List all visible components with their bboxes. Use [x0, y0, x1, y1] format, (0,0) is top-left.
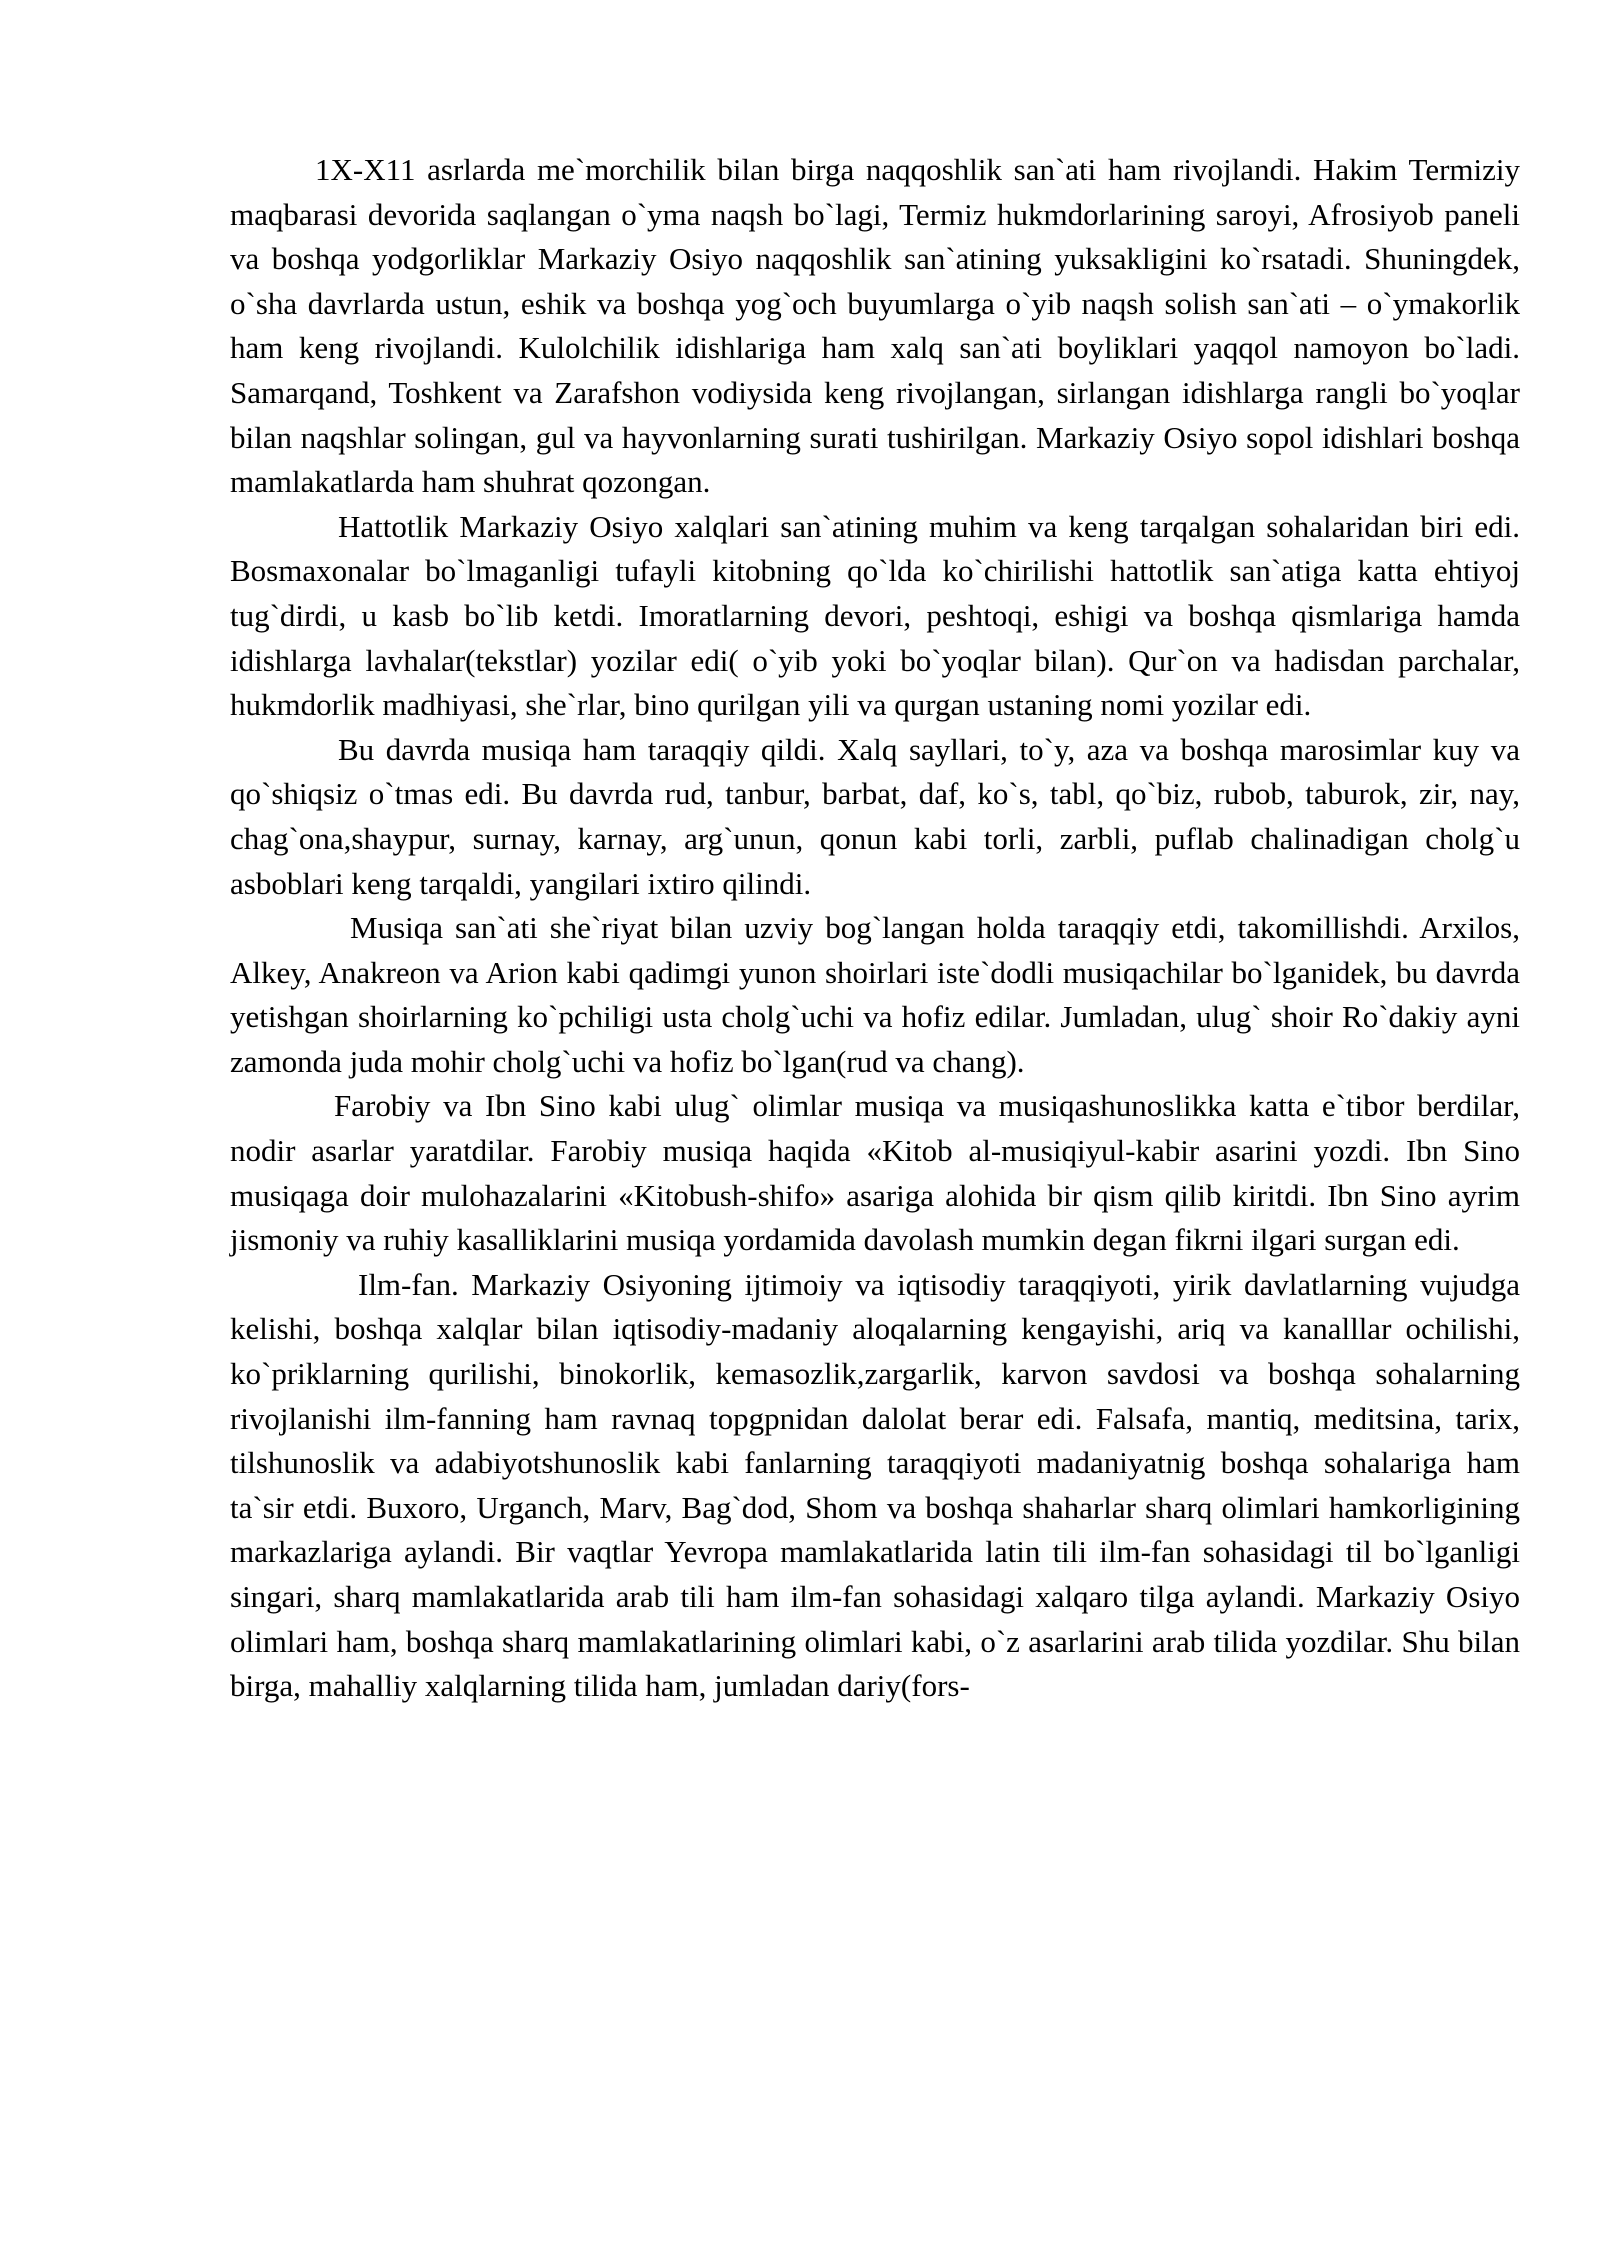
paragraph-farobiy-ibn-sino: Farobiy va Ibn Sino kabi ulug` olimlar musiqa va musiqashunoslikka katta e`tibor berdilar, nodir asarlar yaratdilar. Farobiy musiqa haqida «Kitob al-musiqiyul-kabir asarini yozdi. Ibn Sino musiqaga doir mulohazalarini «Kitobush-shifo» asariga alohida bir qism qilib kiritdi. Ibn Sino ayrim jismoniy va ruhiy kasalliklarini musiqa yordamida davolash mumkin degan fikrni ilgari surgan edi.	[230, 1088, 1520, 1258]
paragraph-hattotlik: Hattotlik Markaziy Osiyo xalqlari san`atining muhim va keng tarqalgan sohalaridan biri edi. Bosmaxonalar bo`lmaganligi tufayli kitobning qo`lda ko`chirilishi hattotlik san`atiga katta ehtiyoj tug`dirdi, u kasb bo`lib ketdi. Imoratlarning devori, peshtoqi, eshigi va boshqa qismlariga hamda idishlarga lavhalar(tekstlar) yozilar edi( o`yib yoki bo`yoqlar bilan). Qur`on va hadisdan parchalar, hukmdorlik madhiyasi, she`rlar, bino qurilgan yili va qurgan ustaning nomi yozilar edi.	[230, 508, 1520, 723]
paragraph-ilm-fan: Ilm-fan. Markaziy Osiyoning ijtimoiy va iqtisodiy taraqqiyoti, yirik davlatlarning vujudga kelishi, boshqa xalqlar bilan iqtisodiy-madaniy aloqalarning kengayishi, ariq va kanalllar ochilishi, ko`priklarning qurilishi, binokorlik, kemasozlik,zargarlik, karvon savdosi va boshqa sohalarning rivojlanishi ilm-fanning ham ravnaq topgpnidan dalolat berar edi. Falsafa, mantiq, meditsina, tarix, tilshunoslik va adabiyotshunoslik kabi fanlarning taraqqiyoti madaniyatnig boshqa sohalariga ham ta`sir etdi. Buxoro, Urganch, Marv, Bag`dod, Shom va boshqa shaharlar sharq olimlari hamkorligining markazlariga aylandi. Bir vaqtlar Yevropa mamlakatlarida latin tili ilm-fan sohasidagi til bo`lganligi singari, sharq mamlakatlarida arab tili ham ilm-fan sohasidagi xalqaro tilga aylandi. Markaziy Osiyo olimlari ham, boshqa sharq mamlakatlarining olimlari kabi, o`z asarlarini arab tilida yozdilar. Shu bilan birga, mahalliy xalqlarning tilida ham, jumladan dariy(fors-	[230, 1266, 1520, 1704]
document-body	[230, 148, 1520, 1709]
paragraph-musiqa: Bu davrda musiqa ham taraqqiy qildi. Xalq sayllari, to`y, aza va boshqa marosimlar kuy va qo`shiqsiz o`tmas edi. Bu davrda rud, tanbur, barbat, daf, ko`s, tabl, qo`biz, rubob, taburok, zir, nay, chag`ona,shaypur, surnay, karnay, arg`unun, qonun kabi torli, zarbli, puflab chalinadigan cholg`u asboblari keng tarqaldi, yangilari ixtiro qilindi.	[230, 731, 1520, 901]
paragraph-naqqoshlik: 1X-X11 asrlarda me`morchilik bilan birga naqqoshlik san`ati ham rivojlandi. Hakim Termiziy maqbarasi devorida saqlangan o`yma naqsh bo`lagi, Termiz hukmdorlarining saroyi, Afrosiyob paneli va boshqa yodgorliklar Markaziy Osiyo naqqoshlik san`atining yuksakligini ko`rsatadi. Shuningdek, o`sha davrlarda ustun, eshik va boshqa yog`och buyumlarga o`yib naqsh solish san`ati – o`ymakorlik ham keng rivojlandi. Kulolchilik idishlariga ham xalq san`ati boyliklari yaqqol namoyon bo`ladi. Samarqand, Toshkent va Zarafshon vodiysida keng rivojlangan, sirlangan idishlarga rangli bo`yoqlar bilan naqshlar solingan, gul va hayvonlarning surati tushirilgan. Markaziy Osiyo sopol idishlari boshqa mamlakatlarda ham shuhrat qozongan.	[230, 152, 1520, 500]
paragraph-musiqa-sheriyat: Musiqa san`ati she`riyat bilan uzviy bog`langan holda taraqqiy etdi, takomillishdi. Arxilos, Alkey, Anakreon va Arion kabi qadimgi yunon shoirlari iste`dodli musiqachilar bo`lganidek, bu davrda yetishgan shoirlarning ko`pchiligi usta cholg`uchi va hofiz edilar. Jumladan, ulug` shoir Ro`dakiy ayni zamonda juda mohir cholg`uchi va hofiz bo`lgan(rud va chang).	[230, 910, 1520, 1079]
